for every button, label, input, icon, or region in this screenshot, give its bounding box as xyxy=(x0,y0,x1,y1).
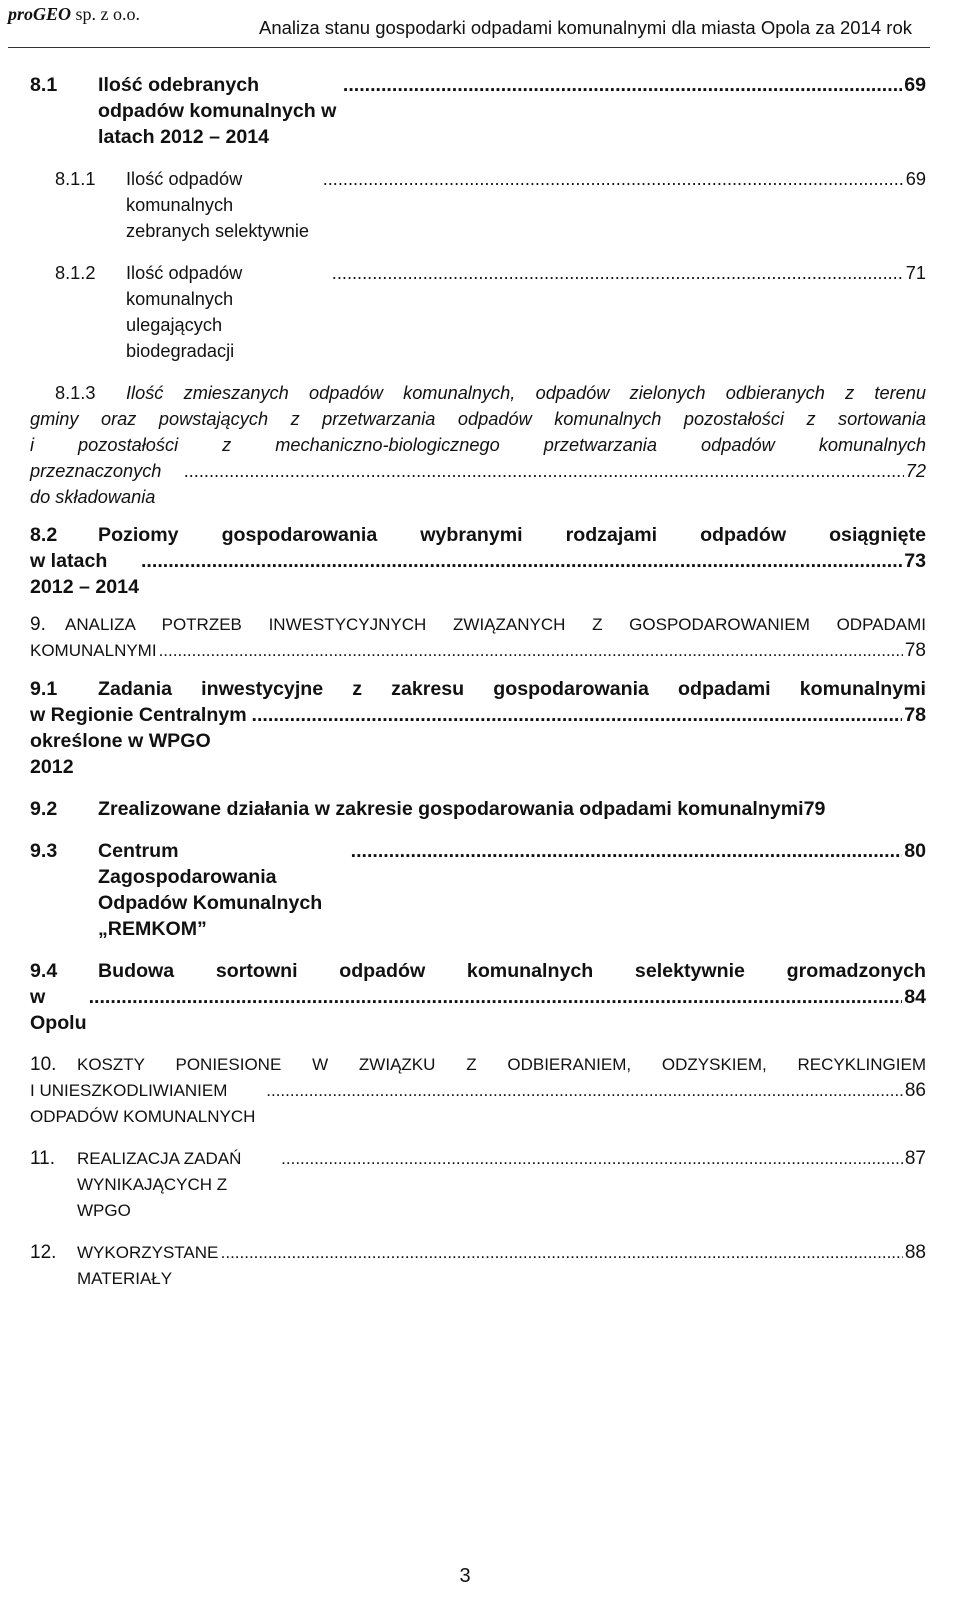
toc-page: 69 xyxy=(905,169,926,189)
toc-entry-8-2[interactable] xyxy=(30,522,926,600)
company-suffix: sp. z o.o. xyxy=(75,4,141,24)
toc-last-line xyxy=(30,702,926,780)
toc-title-part: przeznaczonych do składowania xyxy=(30,461,162,507)
toc-last-line xyxy=(30,984,926,1036)
toc-entry-9-2[interactable] xyxy=(30,796,926,822)
toc-number: 9.2 xyxy=(30,798,58,820)
toc-page: 71 xyxy=(905,263,926,283)
toc-number: 11. xyxy=(30,1148,56,1169)
toc-title-line xyxy=(30,522,926,548)
toc-entry-8-1-1[interactable] xyxy=(30,166,926,244)
toc-title-line xyxy=(30,612,926,638)
toc-entry-9-1[interactable] xyxy=(30,676,926,780)
toc-title-line xyxy=(30,1052,926,1078)
toc-entry-11[interactable] xyxy=(30,1146,926,1224)
toc-title-part: Zadania inwestycyjne z zakresu gospodarowania odpadami komunalnymi xyxy=(98,678,926,700)
toc-title-part: KOSZTY PONIESIONE W ZWIĄZKU Z ODBIERANIEM, ODZYSKIEM, RECYKLINGIEM xyxy=(77,1055,926,1074)
toc-entry-8-1-3[interactable] xyxy=(30,380,926,510)
toc-title: Centrum Zagospodarowania Odpadów Komunalnych „REMKOM” xyxy=(98,840,323,940)
toc-title: Ilość odpadów komunalnych ulegających biodegradacji xyxy=(126,263,243,361)
toc-last-line xyxy=(30,1078,926,1130)
toc-title-part: ANALIZA POTRZEB INWESTYCYJNYCH ZWIĄZANYCH Z GOSPODAROWANIEM ODPADAMI xyxy=(65,615,926,634)
toc-number: 8.1 xyxy=(30,74,58,96)
toc-number: 9.4 xyxy=(30,960,58,982)
company-brand: proGEO xyxy=(8,4,72,24)
toc-leader xyxy=(221,1240,903,1266)
toc-page: 73 xyxy=(904,550,926,572)
page-header xyxy=(0,0,960,62)
toc-title-line: gminy oraz powstających z przetwarzania odpadów komunalnych pozostałości z sortowania xyxy=(30,409,926,429)
toc-title-part: Poziomy gospodarowania wybranymi rodzajami odpadów osiągnięte xyxy=(98,524,926,546)
toc-number: 9.3 xyxy=(30,840,58,862)
toc-title-part: w Regionie Centralnym określone w WPGO 2012 xyxy=(30,704,247,778)
toc-number: 8.2 xyxy=(30,524,58,546)
toc-page: 78 xyxy=(904,704,926,726)
toc-last-line xyxy=(30,458,926,510)
toc-title-part: Budowa sortowni odpadów komunalnych selektywnie gromadzonych xyxy=(98,960,926,982)
toc-last-line xyxy=(30,638,926,664)
toc-last-line xyxy=(30,548,926,600)
toc-title-part: I UNIESZKODLIWIANIEM ODPADÓW KOMUNALNYCH xyxy=(30,1081,256,1126)
toc-page: 80 xyxy=(904,840,926,862)
toc-number: 10. xyxy=(30,1054,57,1075)
toc-title-part: Ilość zmieszanych odpadów komunalnych, odpadów zielonych odbieranych z terenu xyxy=(126,383,926,403)
toc-entry-9-3[interactable] xyxy=(30,838,926,942)
toc-title-part: KOMUNALNYMI xyxy=(30,641,157,660)
toc-number: 8.1.3 xyxy=(55,383,96,403)
toc-entry-8-1[interactable] xyxy=(30,72,926,150)
header-divider xyxy=(8,47,930,48)
toc-page: 79 xyxy=(803,798,826,820)
toc-leader xyxy=(141,548,902,574)
toc-leader xyxy=(281,1146,903,1172)
toc-page: 87 xyxy=(904,1148,926,1169)
toc-number: 9.1 xyxy=(30,678,58,700)
toc-page: 88 xyxy=(904,1242,926,1263)
page-number: 3 xyxy=(459,1565,471,1587)
company-name xyxy=(8,4,140,25)
toc-entry-9-4[interactable] xyxy=(30,958,926,1036)
toc-entry-8-1-2[interactable] xyxy=(30,260,926,364)
toc-title-line xyxy=(30,958,926,984)
toc-title: Ilość odebranych odpadów komunalnych w latach 2012 – 2014 xyxy=(98,74,337,148)
toc-number: 12. xyxy=(30,1242,57,1263)
toc-title-line xyxy=(30,676,926,702)
toc-number: 8.1.1 xyxy=(55,169,96,189)
toc-title: WYKORZYSTANE MATERIAŁY xyxy=(77,1243,219,1288)
toc-title: Zrealizowane działania w zakresie gospodarowania odpadami komunalnymi xyxy=(98,798,804,820)
toc-entry-10[interactable] xyxy=(30,1052,926,1130)
toc-page: 78 xyxy=(904,640,926,661)
toc-title-line xyxy=(30,380,926,406)
toc-number: 8.1.2 xyxy=(55,263,96,283)
toc-entry-12[interactable] xyxy=(30,1240,926,1292)
toc-title: Ilość odpadów komunalnych zebranych selektywnie xyxy=(126,169,309,241)
toc-title-part: w Opolu xyxy=(30,986,87,1034)
toc-number: 9. xyxy=(30,614,46,635)
toc-leader xyxy=(343,72,902,98)
toc-leader xyxy=(159,638,903,664)
toc-title-line: i pozostałości z mechaniczno-biologicznego przetwarzania odpadów komunalnych xyxy=(30,435,926,455)
toc-leader xyxy=(332,260,904,286)
toc-leader xyxy=(323,166,904,192)
report-title: Analiza stanu gospodarki odpadami komunalnymi dla miasta Opola za 2014 rok xyxy=(258,17,912,38)
toc-title: REALIZACJA ZADAŃ WYNIKAJĄCYCH Z WPGO xyxy=(77,1149,242,1220)
toc-leader xyxy=(184,458,904,484)
toc-leader xyxy=(351,838,903,864)
toc-page: 84 xyxy=(904,986,926,1008)
toc-page: 86 xyxy=(904,1080,926,1101)
toc-leader xyxy=(89,984,903,1010)
toc-leader xyxy=(252,702,903,728)
toc-entry-9[interactable] xyxy=(30,612,926,664)
toc-page: 69 xyxy=(904,74,926,96)
toc-page: 72 xyxy=(905,461,926,481)
table-of-contents xyxy=(30,62,926,1292)
toc-leader xyxy=(266,1078,903,1104)
toc-title-part: w latach 2012 – 2014 xyxy=(30,550,139,598)
